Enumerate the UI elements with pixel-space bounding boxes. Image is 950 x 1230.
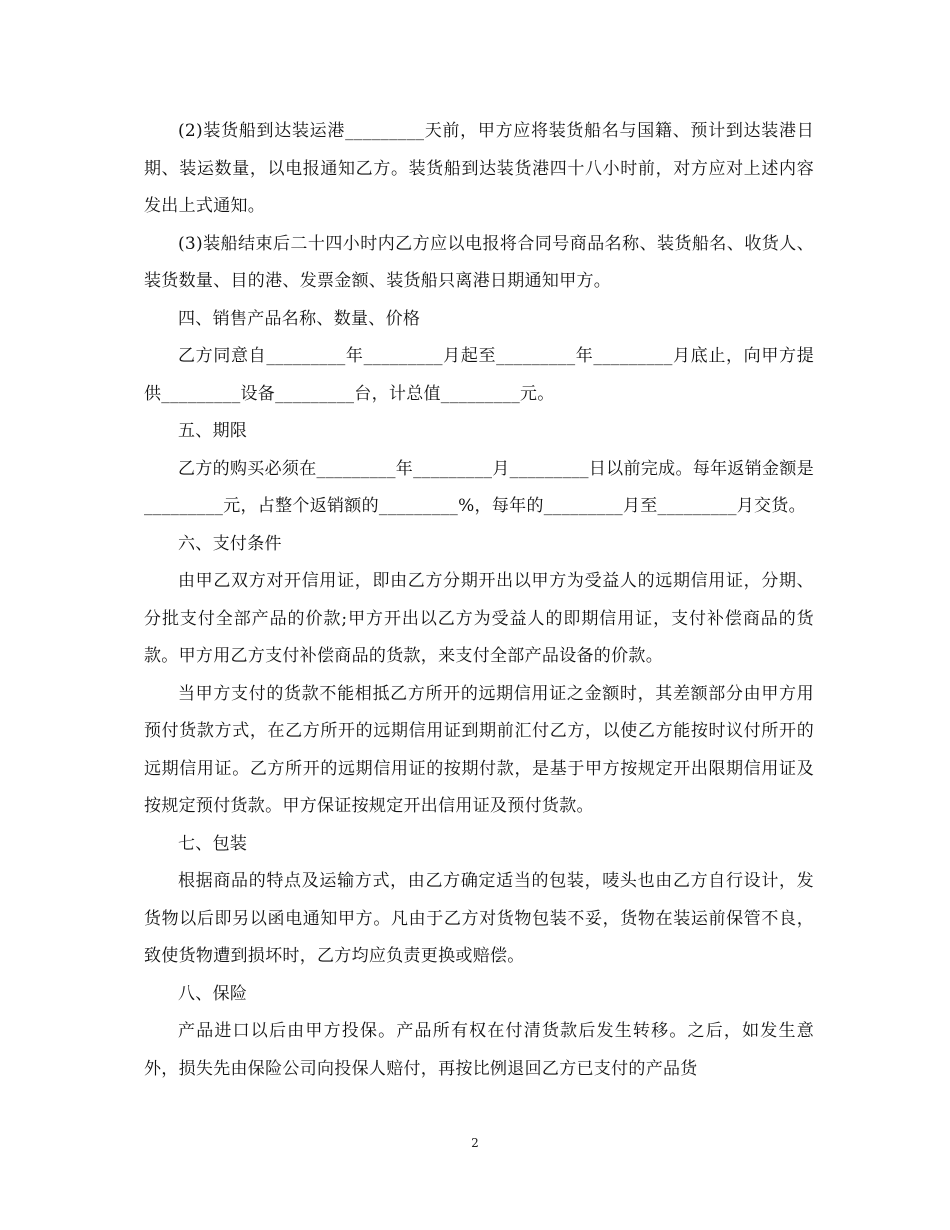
paragraph-packaging: 根据商品的特点及运输方式，由乙方确定适当的包装，唛头也由乙方自行设计，发货物以后即另以函电通知甲方。凡由于乙方对货物包装不妥，货物在装运前保管不良，致使货物遭到损坏时，乙方均应负责更换或赔偿。 — [144, 871, 814, 966]
paragraph-insurance: 产品进口以后由甲方投保。产品所有权在付清货款后发生转移。之后，如发生意外，损失先由保险公司向投保人赔付，再按比例退回乙方已支付的产品货 — [144, 1021, 814, 1079]
document-body — [144, 113, 814, 1088]
paragraph-letters-of-credit: 由甲乙双方对开信用证，即由乙方分期开出以甲方为受益人的远期信用证，分期、分批支付全部产品的价款;甲方开出以乙方为受益人的即期信用证，支付补偿商品的货款。甲方用乙方支付补偿商品的货款，来支付全部产品设备的价款。 — [144, 571, 814, 666]
paragraph-post-loading-notice: (3)装船结束后二十四小时内乙方应以电报将合同号商品名称、装货船名、收货人、装货数量、目的港、发票金额、装货船只离港日期通知甲方。 — [144, 233, 814, 291]
page-number: 2 — [471, 1136, 479, 1150]
paragraph-term: 乙方的购买必须在_________年_________月_________日以前完成。每年返销金额是_________元，占整个返销额的_________%，每年的_________月至_________月交货。 — [144, 458, 814, 516]
paragraph-product-supply: 乙方同意自_________年_________月起至_________年_________月底止，向甲方提供_________设备_________台，计总值_________元。 — [144, 346, 814, 404]
paragraph-loading-notice: (2)装货船到达装运港_________天前，甲方应将装货船名与国籍、预计到达装港日期、装运数量，以电报通知乙方。装货船到达装货港四十八小时前，对方应对上述内容发出上式通知。 — [144, 121, 814, 216]
heading-packaging: 七、包装 — [178, 833, 248, 854]
heading-payment-terms: 六、支付条件 — [178, 533, 282, 554]
heading-product-quantity-price: 四、销售产品名称、数量、价格 — [178, 308, 421, 329]
paragraph-payment-difference: 当甲方支付的货款不能相抵乙方所开的远期信用证之金额时，其差额部分由甲方用预付货款方式，在乙方所开的远期信用证到期前汇付乙方，以使乙方能按时议付所开的远期信用证。乙方所开的远期信用证的按期付款，是基于甲方按规定开出限期信用证及按规定预付货款。甲方保证按规定开出信用证及预付货款。 — [144, 683, 814, 816]
heading-insurance: 八、保险 — [178, 983, 248, 1004]
heading-term: 五、期限 — [178, 421, 248, 441]
